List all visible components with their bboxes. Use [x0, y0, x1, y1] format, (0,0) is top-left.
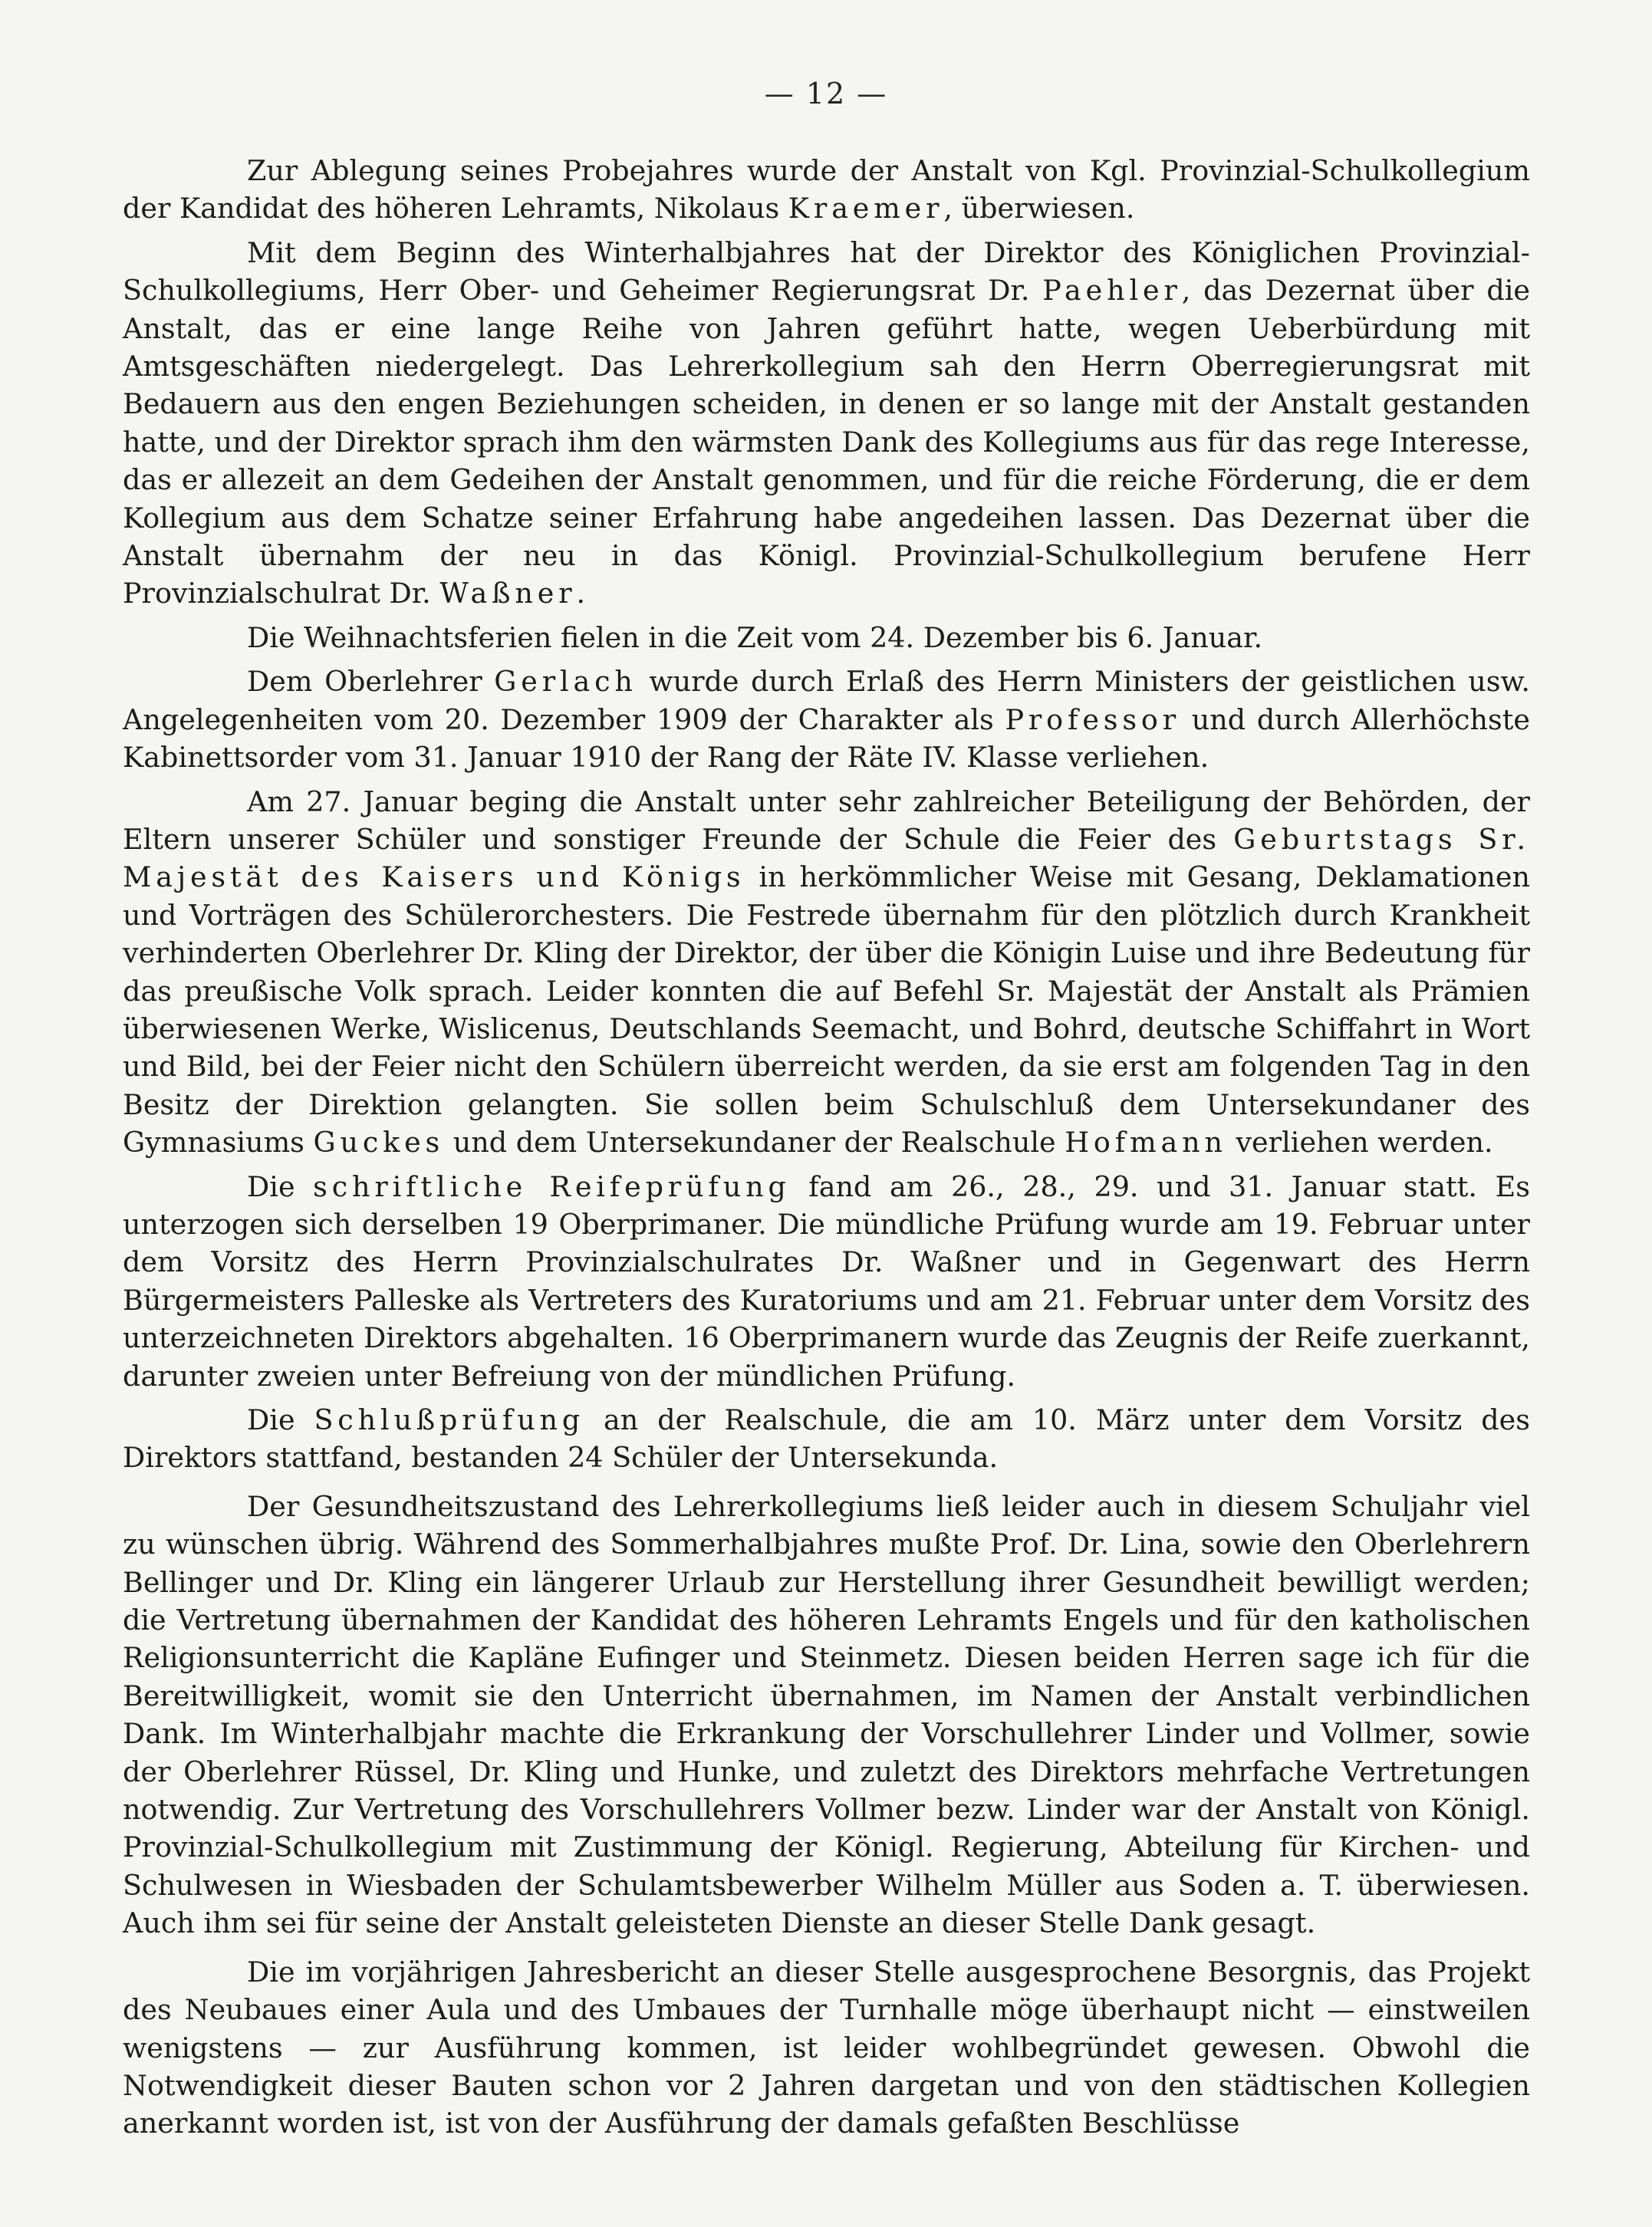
paragraph-neubau-aula: Die im vorjährigen Jahresbericht an dieser Stelle ausgesprochene Besorgnis, das Projekt des Neubaues einer Aula und des Umbaues der Turnhalle möge überhaupt nicht — einstweilen wenigstens — zur Ausführung kommen, ist leider wohlbegründet gewesen. Obwohl die Notwendigkeit dieser Bauten schon vor 2 Jahren dargetan und von den städtischen Kollegien anerkannt worden ist, ist von der Ausführung der damals gefaßten Beschlüsse: [123, 1955, 1530, 2140]
paragraph-reifepruefung: Die schriftliche Reifeprüfung fand am 26., 28., 29. und 31. Januar statt. Es unterzogen sich derselben 19 Oberprimaner. Die mündliche Prüfung wurde am 19. Februar unter dem Vorsitz des Herrn Provinzialschulrates Dr. Waßner und in Gegenwart des Herrn Bürgermeisters Palleske als Vertreters des Kuratoriums und am 21. Februar unter dem Vorsitz des unterzeichneten Direktors abgehalten. 16 Oberprimanern wurde das Zeugnis der Reife zuerkannt, darunter zweien unter Befreiung von der mündlichen Prüfung.: [123, 1169, 1530, 1393]
paragraph-schlusspruefung: Die Schlußprüfung an der Realschule, die am 10. März unter dem Vorsitz des Direktors stattfand, bestanden 24 Schüler der Untersekunda.: [123, 1403, 1531, 1475]
page-number: — 12 —: [764, 77, 888, 110]
body-text: [123, 152, 1530, 2149]
paragraph-kaisers-geburtstag: Am 27. Januar beging die Anstalt unter sehr zahlreicher Beteiligung der Behörden, der Eltern unserer Schüler und sonstiger Freunde der Schule die Feier des Geburtstags Sr. Majestät des Kaisers und Königs in herkömmlicher Weise mit Gesang, Deklamationen und Vorträgen des Schülerorchesters. Die Festrede übernahm für den plötzlich durch Krankheit verhinderten Oberlehrer Dr. Kling der Direktor, der über die Königin Luise und ihre Bedeutung für das preußische Volk sprach. Leider konnten die auf Befehl Sr. Majestät der Anstalt als Prämien überwiesenen Werke, Wislicenus, Deutschlands Seemacht, und Bohrd, deutsche Schiffahrt in Wort und Bild, bei der Feier nicht den Schülern überreicht werden, da sie erst am folgenden Tag in den Besitz der Direktion gelangten. Sie sollen beim Schulschluß dem Untersekundaner des Gymnasiums Guckes und dem Untersekundaner der Realschule Hofmann verliehen werden.: [123, 785, 1530, 1160]
paragraph-gesundheitszustand: Der Gesundheitszustand des Lehrerkollegiums ließ leider auch in diesem Schuljahr viel zu wünschen übrig. Während des Sommerhalbjahres mußte Prof. Dr. Lina, sowie den Oberlehrern Bellinger und Dr. Kling ein längerer Urlaub zur Herstellung ihrer Gesundheit bewilligt werden; die Vertretung übernahmen der Kandidat des höheren Lehramts Engels und für den katholischen Religionsunterricht die Kapläne Eufinger und Steinmetz. Diesen beiden Herren sage ich für die Bereitwilligkeit, womit sie den Unterricht übernahmen, im Namen der Anstalt verbindlichen Dank. Im Winterhalbjahr machte die Erkrankung der Vorschullehrer Linder und Vollmer, sowie der Oberlehrer Rüssel, Dr. Kling und Hunke, und zuletzt des Direktors mehrfache Vertretungen notwendig. Zur Vertretung des Vorschullehrers Vollmer bezw. Linder war der Anstalt von Königl. Provinzial-Schulkollegium mit Zustimmung der Königl. Regierung, Abteilung für Kirchen- und Schulwesen in Wiesbaden der Schulamtsbewerber Wilhelm Müller aus Soden a. T. überwiesen. Auch ihm sei für seine der Anstalt geleisteten Dienste an dieser Stelle Dank gesagt.: [123, 1489, 1530, 1940]
paragraph-gerlach: Dem Oberlehrer Gerlach wurde durch Erlaß des Herrn Ministers der geistlichen usw. Angelegenheiten vom 20. Dezember 1909 der Charakter als Professor und durch Allerhöchste Kabinettsorder vom 31. Januar 1910 der Rang der Räte IV. Klasse verliehen.: [123, 665, 1530, 775]
paragraph-weihnachtsferien: Die Weihnachtsferien fielen in die Zeit vom 24. Dezember bis 6. Januar.: [247, 620, 1263, 654]
paragraph-paehler: Mit dem Beginn des Winterhalbjahres hat der Direktor des Königlichen Provinzial-Schulkollegiums, Herr Ober- und Geheimer Regierungsrat Dr. Paehler, das Dezernat über die Anstalt, das er eine lange Reihe von Jahren geführt hatte, wegen Ueberbürdung mit Amtsgeschäften niedergelegt. Das Lehrerkollegium sah den Herrn Oberregierungsrat mit Bedauern aus den engen Beziehungen scheiden, in denen er so lange mit der Anstalt gestanden hatte, und der Direktor sprach ihm den wärmsten Dank des Kollegiums aus für das rege Interesse, das er allezeit an dem Gedeihen der Anstalt genommen, und für die reiche Förderung, die er dem Kollegium aus dem Schatze seiner Erfahrung habe angedeihen lassen. Das Dezernat über die Anstalt übernahm der neu in das Königl. Provinzial-Schulkollegium berufene Herr Provinzialschulrat Dr. Waßner.: [123, 235, 1530, 610]
paragraph-kraemer: Zur Ablegung seines Probejahres wurde der Anstalt von Kgl. Provinzial-Schulkollegium der Kandidat des höheren Lehramts, Nikolaus Kraemer, überwiesen.: [123, 154, 1530, 225]
